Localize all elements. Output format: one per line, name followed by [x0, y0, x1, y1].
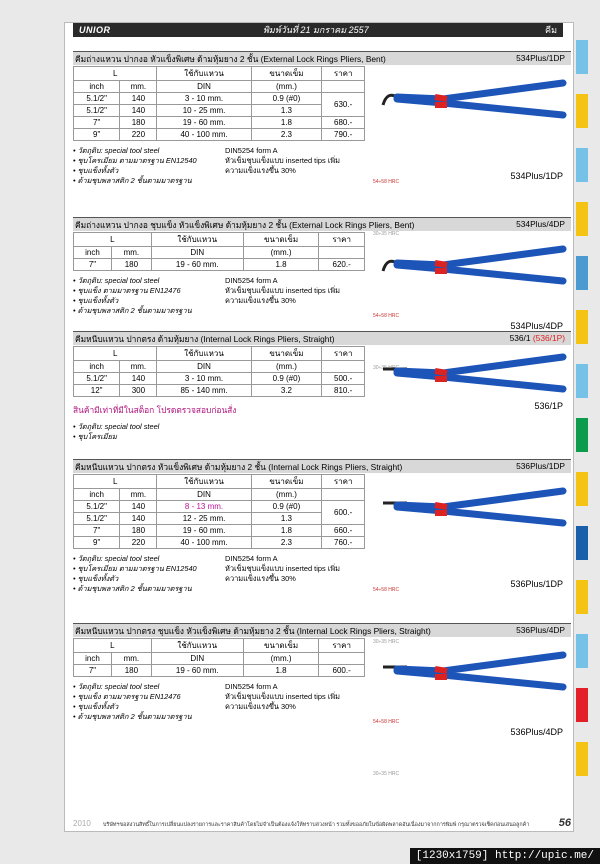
- note-item: • วัตถุดิบ: special tool steel: [73, 554, 160, 563]
- note-text: ความแข็งแรงขึ้น 30%: [225, 166, 296, 175]
- section-title-text: คีมหนีบแหวน ปากตรง ชุบแข็ง หัวแข็งพิเศษ ด้ามหุ้มยาง 2 ชั้น (Internal Lock Rings Pliers, Straight): [75, 625, 431, 636]
- section-title: [73, 623, 571, 637]
- spec-row: [74, 513, 365, 525]
- column-header: ราคา: [322, 475, 365, 489]
- column-subheader: (mm.): [243, 247, 319, 259]
- spec-cell: 140: [120, 373, 157, 385]
- column-header: ขนาดเข็ม: [243, 233, 319, 247]
- spec-cell: 3 - 10 mm.: [157, 93, 251, 105]
- spec-cell: 19 - 60 mm.: [151, 665, 243, 677]
- column-header: ขนาดเข็ม: [243, 639, 319, 653]
- section-title: [73, 331, 571, 345]
- column-subheader: DIN: [157, 361, 251, 373]
- note-text: ความแข็งแรงขึ้น 30%: [225, 702, 296, 711]
- spec-cell: 3.2: [251, 385, 322, 397]
- note-item: [225, 692, 340, 702]
- section-title-text: คีมหนีบแหวน ปากตรง ด้ามหุ้มยาง (Internal Lock Rings Pliers, Straight): [75, 333, 335, 344]
- product-code-text: 536Plus/4DP: [516, 625, 565, 635]
- note-text: วัตถุดิบ: special tool steel: [77, 276, 160, 285]
- column-subheader: [319, 653, 365, 665]
- note-item: [225, 286, 340, 296]
- note-text: DIN5254 form A: [225, 146, 278, 155]
- product-code-alt: (536/1P): [532, 333, 565, 343]
- hardness-label: 30÷35 HRC: [373, 365, 400, 371]
- note-item: [225, 156, 340, 166]
- spec-table: [73, 346, 365, 397]
- spec-cell: 10 - 25 mm.: [157, 105, 251, 117]
- spec-row: [74, 129, 365, 141]
- spec-cell: 19 - 60 mm.: [157, 525, 251, 537]
- price-cell: 680.-: [322, 117, 365, 129]
- column-subheader: (mm.): [251, 361, 322, 373]
- column-subheader: DIN: [151, 247, 243, 259]
- column-header: ใช้กับแหวน: [151, 639, 243, 653]
- note-text: ด้ามชุบพลาสติก 2 ชั้นตามมาตรฐาน: [77, 584, 192, 593]
- note-item: • วัตถุดิบ: special tool steel: [73, 146, 160, 155]
- spec-table: [73, 66, 365, 141]
- spec-row: [74, 93, 365, 105]
- spec-cell: 2.3: [251, 537, 322, 549]
- side-tab: [576, 148, 588, 182]
- spec-row: [74, 385, 365, 397]
- spec-row: [74, 525, 365, 537]
- section-title-text: คีมถ่างแหวน ปากงอ หัวแข็งพิเศษ ด้ามหุ้มยาง 2 ชั้น (External Lock Rings Pliers, Bent): [75, 53, 386, 64]
- side-tab: [576, 310, 588, 344]
- product-code: [516, 461, 565, 471]
- note-item: • ชุบโครเมียม ตามมาตรฐาน EN12540: [73, 564, 197, 573]
- note-text: DIN5254 form A: [225, 682, 278, 691]
- note-item: • ด้ามชุบพลาสติก 2 ชั้นตามมาตรฐาน: [73, 584, 192, 593]
- hardness-label: 30÷35 HRC: [373, 231, 400, 237]
- note-item: • ด้ามชุบพลาสติก 2 ชั้นตามมาตรฐาน: [73, 712, 192, 721]
- section-title: [73, 459, 571, 473]
- note-item: [225, 564, 340, 574]
- spec-table: [73, 638, 365, 677]
- column-subheader: inch: [74, 247, 112, 259]
- column-subheader: [319, 247, 365, 259]
- price-cell: 630.-: [322, 93, 365, 117]
- note-text: หัวเข็มชุบแข็งแบบ inserted tips เพิ่ม: [225, 286, 340, 295]
- spec-row: [74, 259, 365, 271]
- side-tab: [576, 526, 588, 560]
- spec-row: [74, 373, 365, 385]
- side-tab: [576, 202, 588, 236]
- hardness-label: 30÷35 HRC: [373, 771, 400, 777]
- spec-row: [74, 537, 365, 549]
- spec-cell: 180: [120, 525, 157, 537]
- page-header: [73, 23, 563, 37]
- hardness-label: 30÷35 HRC: [373, 639, 400, 645]
- spec-row: [74, 501, 365, 513]
- column-subheader: (mm.): [251, 81, 322, 93]
- note-text: หัวเข็มชุบแข็งแบบ inserted tips เพิ่ม: [225, 564, 340, 573]
- column-subheader: [322, 489, 365, 501]
- side-tab: [576, 364, 588, 398]
- hardness-label: 54÷58 HRC: [373, 313, 400, 319]
- spec-cell: 5.1/2": [74, 373, 120, 385]
- spec-cell: 300: [120, 385, 157, 397]
- price-cell: 760.-: [322, 537, 365, 549]
- spec-cell: 8 - 13 mm.: [157, 501, 251, 513]
- side-tab: [576, 742, 588, 776]
- note-text: ชุบแข็ง ตามมาตรฐาน EN12476: [77, 286, 181, 295]
- note-item: • ชุบแข็งทั้งตัว: [73, 166, 119, 175]
- price-cell: 600.-: [322, 501, 365, 525]
- price-cell: 790.-: [322, 129, 365, 141]
- note-item: [225, 276, 340, 286]
- spec-cell: 19 - 60 mm.: [157, 117, 251, 129]
- column-header: ราคา: [322, 67, 365, 81]
- product-code: [516, 219, 565, 229]
- column-header: ใช้กับแหวน: [157, 475, 251, 489]
- column-subheader: [322, 81, 365, 93]
- spec-cell: 3 - 10 mm.: [157, 373, 251, 385]
- side-tab: [576, 40, 588, 74]
- column-header: ราคา: [322, 347, 365, 361]
- spec-cell: 12 - 25 mm.: [157, 513, 251, 525]
- note-item: • ชุบโครเมียม ตามมาตรฐาน EN12540: [73, 156, 197, 165]
- column-subheader: [322, 361, 365, 373]
- spec-cell: 2.3: [251, 129, 322, 141]
- spec-cell: 5.1/2": [74, 513, 120, 525]
- spec-cell: 19 - 60 mm.: [151, 259, 243, 271]
- pliers-image: [373, 75, 569, 150]
- spec-row: [74, 117, 365, 129]
- product-code-text: 534Plus/4DP: [516, 219, 565, 229]
- hardness-label: 54÷58 HRC: [373, 179, 400, 185]
- column-header: L: [74, 475, 157, 489]
- note-text: ชุบโครเมียม: [77, 432, 117, 441]
- column-header: ใช้กับแหวน: [157, 67, 251, 81]
- spec-cell: 5.1/2": [74, 105, 120, 117]
- product-code: [516, 53, 565, 63]
- column-header: L: [74, 639, 152, 653]
- spec-cell: 180: [112, 259, 152, 271]
- spec-cell: 0.9 (#0): [251, 373, 322, 385]
- hardness-label: 54÷58 HRC: [373, 719, 400, 725]
- note-text: ชุบแข็งทั้งตัว: [77, 296, 119, 305]
- side-tab: [576, 472, 588, 506]
- note-text: ชุบแข็งทั้งตัว: [77, 702, 119, 711]
- brand-logo: UNIOR: [79, 25, 111, 35]
- note-text: ด้ามชุบพลาสติก 2 ชั้นตามมาตรฐาน: [77, 176, 192, 185]
- column-subheader: DIN: [157, 489, 251, 501]
- product-notes: [73, 146, 571, 186]
- note-text: DIN5254 form A: [225, 276, 278, 285]
- spec-cell: 40 - 100 mm.: [157, 129, 251, 141]
- picture-caption: 536Plus/1DP: [510, 579, 563, 589]
- column-subheader: inch: [74, 489, 120, 501]
- note-text: ชุบแข็งทั้งตัว: [77, 166, 119, 175]
- product-code-text: 534Plus/1DP: [516, 53, 565, 63]
- spec-cell: 40 - 100 mm.: [157, 537, 251, 549]
- side-tab: [576, 634, 588, 668]
- spec-cell: 1.3: [251, 513, 322, 525]
- section-title-text: คีมถ่างแหวน ปากงอ ชุบแข็ง หัวแข็งพิเศษ ด้ามหุ้มยาง 2 ชั้น (External Lock Rings Pliers, Bent): [75, 219, 415, 230]
- spec-cell: 9": [74, 129, 120, 141]
- column-subheader: DIN: [157, 81, 251, 93]
- column-subheader: mm.: [120, 361, 157, 373]
- spec-cell: 140: [120, 93, 157, 105]
- spec-row: [74, 665, 365, 677]
- note-text: วัตถุดิบ: special tool steel: [77, 682, 160, 691]
- spec-cell: 12": [74, 385, 120, 397]
- spec-cell: 7": [74, 665, 112, 677]
- product-notes: [73, 422, 571, 442]
- section-title: [73, 217, 571, 231]
- note-item: • ชุบแข็งทั้งตัว: [73, 702, 119, 711]
- note-text: DIN5254 form A: [225, 554, 278, 563]
- note-item: • ชุบโครเมียม: [73, 432, 117, 441]
- spec-cell: 140: [120, 105, 157, 117]
- note-text: ด้ามชุบพลาสติก 2 ชั้นตามมาตรฐาน: [77, 712, 192, 721]
- note-item: [225, 574, 340, 584]
- footer-year: 2010: [73, 819, 91, 828]
- column-subheader: inch: [74, 361, 120, 373]
- spec-cell: 220: [120, 129, 157, 141]
- note-text: วัตถุดิบ: special tool steel: [77, 422, 160, 431]
- note-text: หัวเข็มชุบแข็งแบบ inserted tips เพิ่ม: [225, 692, 340, 701]
- note-text: ชุบแข็ง ตามมาตรฐาน EN12476: [77, 692, 181, 701]
- note-item: • วัตถุดิบ: special tool steel: [73, 276, 160, 285]
- spec-cell: 0.9 (#0): [251, 501, 322, 513]
- price-cell: 620.-: [319, 259, 365, 271]
- column-subheader: inch: [74, 653, 112, 665]
- note-item: [225, 554, 340, 564]
- column-subheader: mm.: [112, 653, 152, 665]
- price-cell: 500.-: [322, 373, 365, 385]
- note-text: วัตถุดิบ: special tool steel: [77, 554, 160, 563]
- spec-cell: 7": [74, 259, 112, 271]
- footer-disclaimer: บริษัทฯขอสงวนสิทธิ์ในการเปลี่ยนแปลงรายการและราคาสินค้าโดยไม่จำเป็นต้องแจ้งให้ทราบล่วงหน้า รวมทั้งขออภัยในข้อผิดพลาดอันเนื่องมาจากการพิมพ์ กรุณาตรวจเช็คก่อนเสนอลูกค้า: [103, 822, 530, 828]
- product-code: [516, 625, 565, 635]
- side-tab: [576, 418, 588, 452]
- price-cell: 660.-: [322, 525, 365, 537]
- note-item: • วัตถุดิบ: special tool steel: [73, 682, 160, 691]
- section-title-text: คีมหนีบแหวน ปากตรง หัวแข็งพิเศษ ด้ามหุ้มยาง 2 ชั้น (Internal Lock Rings Pliers, Straight): [75, 461, 403, 472]
- note-item: • ชุบแข็งทั้งตัว: [73, 296, 119, 305]
- side-tab: [576, 256, 588, 290]
- catalog-page: [64, 22, 574, 832]
- spec-cell: 1.8: [251, 117, 322, 129]
- note-text: หัวเข็มชุบแข็งแบบ inserted tips เพิ่ม: [225, 156, 340, 165]
- side-tab: [576, 688, 588, 722]
- spec-cell: 180: [120, 117, 157, 129]
- note-item: [225, 682, 340, 692]
- pliers-image: [373, 483, 569, 558]
- note-item: • ชุบแข็ง ตามมาตรฐาน EN12476: [73, 286, 181, 295]
- column-header: ขนาดเข็ม: [251, 475, 322, 489]
- note-text: ชุบโครเมียม ตามมาตรฐาน EN12540: [77, 564, 197, 573]
- section-title: [73, 51, 571, 65]
- category-label: คีม: [545, 25, 557, 35]
- page-number: 56: [558, 817, 571, 829]
- notes-right: [225, 146, 340, 176]
- spec-cell: 1.8: [243, 665, 319, 677]
- spec-cell: 85 - 140 mm.: [157, 385, 251, 397]
- spec-cell: 9": [74, 537, 120, 549]
- spec-table: [73, 232, 365, 271]
- product-section: [73, 623, 571, 777]
- print-date: พิมพ์วันที่ 21 มกราคม 2557: [263, 25, 369, 35]
- notes-right: [225, 554, 340, 584]
- note-text: วัตถุดิบ: special tool steel: [77, 146, 160, 155]
- column-subheader: mm.: [112, 247, 152, 259]
- column-header: L: [74, 347, 157, 361]
- spec-row: [74, 105, 365, 117]
- note-item: [225, 146, 340, 156]
- column-subheader: (mm.): [251, 489, 322, 501]
- column-subheader: mm.: [120, 81, 157, 93]
- column-header: ราคา: [319, 233, 365, 247]
- spec-cell: 220: [120, 537, 157, 549]
- stock-warning: สินค้ามีเท่าที่มีในสต็อก โปรดตรวจสอบก่อนสั่ง: [73, 405, 237, 415]
- spec-cell: 1.3: [251, 105, 322, 117]
- column-header: ใช้กับแหวน: [151, 233, 243, 247]
- spec-cell: 1.8: [243, 259, 319, 271]
- spec-cell: 140: [120, 513, 157, 525]
- spec-cell: 140: [120, 501, 157, 513]
- picture-caption: 536Plus/4DP: [510, 727, 563, 737]
- notes-right: [225, 276, 340, 306]
- note-item: • ด้ามชุบพลาสติก 2 ชั้นตามมาตรฐาน: [73, 306, 192, 315]
- picture-caption: 536/1P: [534, 401, 563, 411]
- picture-caption: 534Plus/1DP: [510, 171, 563, 181]
- side-tab: [576, 94, 588, 128]
- column-subheader: inch: [74, 81, 120, 93]
- note-item: • ด้ามชุบพลาสติก 2 ชั้นตามมาตรฐาน: [73, 176, 192, 185]
- pliers-image: [373, 241, 569, 316]
- spec-table: [73, 474, 365, 549]
- note-item: [225, 702, 340, 712]
- column-header: L: [74, 233, 152, 247]
- column-subheader: DIN: [151, 653, 243, 665]
- column-header: ใช้กับแหวน: [157, 347, 251, 361]
- note-item: [225, 296, 340, 306]
- column-subheader: (mm.): [243, 653, 319, 665]
- product-code: [510, 333, 565, 343]
- hardness-label: 54÷58 HRC: [373, 587, 400, 593]
- spec-cell: 7": [74, 117, 120, 129]
- note-text: ชุบแข็งทั้งตัว: [77, 574, 119, 583]
- notes-right: [225, 682, 340, 712]
- spec-cell: 7": [74, 525, 120, 537]
- product-section: [73, 331, 571, 442]
- side-tab: [576, 580, 588, 614]
- price-cell: 810.-: [322, 385, 365, 397]
- note-text: ชุบโครเมียม ตามมาตรฐาน EN12540: [77, 156, 197, 165]
- spec-cell: 1.8: [251, 525, 322, 537]
- pliers-image: [373, 647, 569, 722]
- price-cell: 600.-: [319, 665, 365, 677]
- note-text: ความแข็งแรงขึ้น 30%: [225, 574, 296, 583]
- note-item: [225, 166, 340, 176]
- spec-cell: 5.1/2": [74, 93, 120, 105]
- picture-caption: 534Plus/4DP: [510, 321, 563, 331]
- pliers-image: [373, 349, 569, 424]
- product-code-text: 536Plus/1DP: [516, 461, 565, 471]
- spec-cell: 0.9 (#0): [251, 93, 322, 105]
- note-item: • ชุบแข็งทั้งตัว: [73, 574, 119, 583]
- column-header: L: [74, 67, 157, 81]
- spec-cell: 5.1/2": [74, 501, 120, 513]
- watermark: [1230x1759] http://upic.me/: [410, 848, 600, 864]
- note-text: ด้ามชุบพลาสติก 2 ชั้นตามมาตรฐาน: [77, 306, 192, 315]
- spec-cell: 180: [112, 665, 152, 677]
- note-item: • ชุบแข็ง ตามมาตรฐาน EN12476: [73, 692, 181, 701]
- column-header: ขนาดเข็ม: [251, 347, 322, 361]
- product-notes: [73, 554, 571, 594]
- product-code-text: 536/1: [509, 333, 531, 343]
- column-header: ขนาดเข็ม: [251, 67, 322, 81]
- column-header: ราคา: [319, 639, 365, 653]
- note-item: • วัตถุดิบ: special tool steel: [73, 422, 160, 431]
- note-text: ความแข็งแรงขึ้น 30%: [225, 296, 296, 305]
- column-subheader: mm.: [120, 489, 157, 501]
